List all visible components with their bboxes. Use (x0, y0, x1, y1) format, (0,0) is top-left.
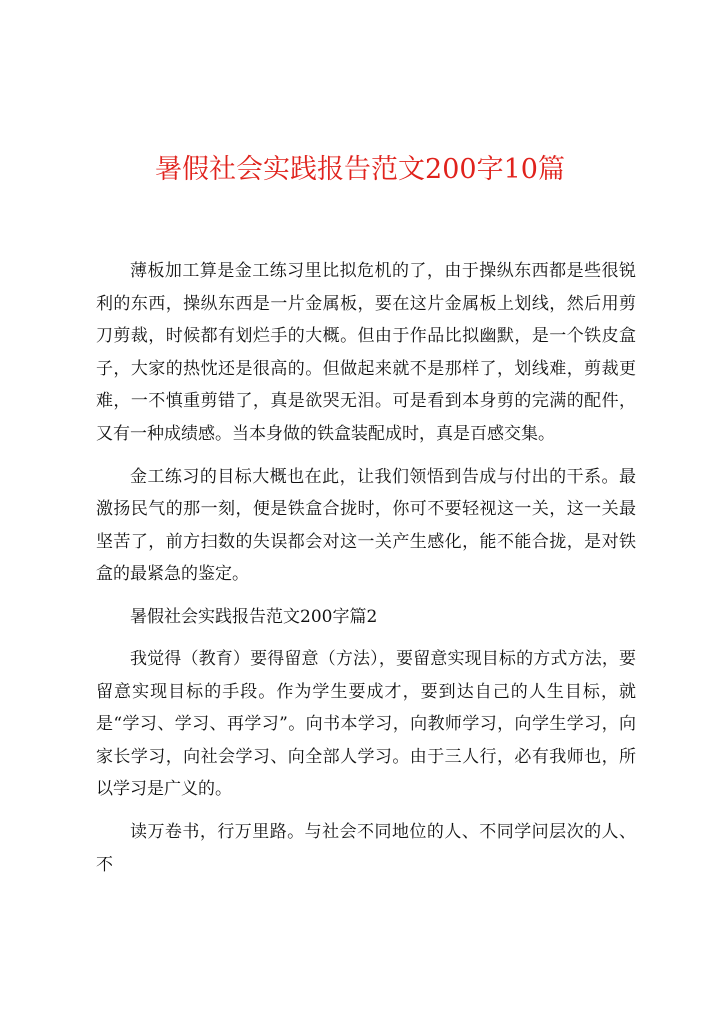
body-paragraph: 薄板加工算是金工练习里比拟危机的了，由于操纵东西都是些很锐利的东西，操纵东西是一片金属板，要在这片金属板上划线，然后用剪刀剪裁，时候都有划烂手的大概。但由于作品比拟幽默，是一个铁皮盒子，大家的热忱还是很高的。但做起来就不是那样了，划线难，剪裁更难，一不慎重剪错了，真是欲哭无泪。可是看到本身剪的完满的配件，又有一种成绩感。当本身做的铁盒装配成时，真是百感交集。 (96, 261, 636, 444)
body-paragraph: 读万卷书，行万里路。与社会不同地位的人、不同学问层次的人、不 (96, 821, 636, 875)
body-paragraph: 我觉得（教育）要得留意（方法），要留意实现目标的方式方法，要留意实现目标的手段。作为学生要成才，要到达自己的人生目标，就是“学习、学习、再学习”。向书本学习，向教师学习，向学生学习，向家长学习，向社会学习、向全部人学习。由于三人行，必有我师也，所以学习是广义的。 (96, 648, 636, 800)
document-title: 暑假社会实践报告范文200字10篇 (155, 154, 565, 185)
document-body (96, 255, 636, 891)
body-paragraph: 金工练习的目标大概也在此，让我们领悟到告成与付出的干系。最激扬民气的那一刻，便是铁盒合拢时，你可不要轻视这一关，这一关最坚苦了，前方扫数的失误都会对这一关产生感化，能不能合拢，是对铁盒的最紧急的鉴定。 (96, 466, 636, 585)
section-heading: 暑假社会实践报告范文200字篇2 (130, 606, 378, 627)
